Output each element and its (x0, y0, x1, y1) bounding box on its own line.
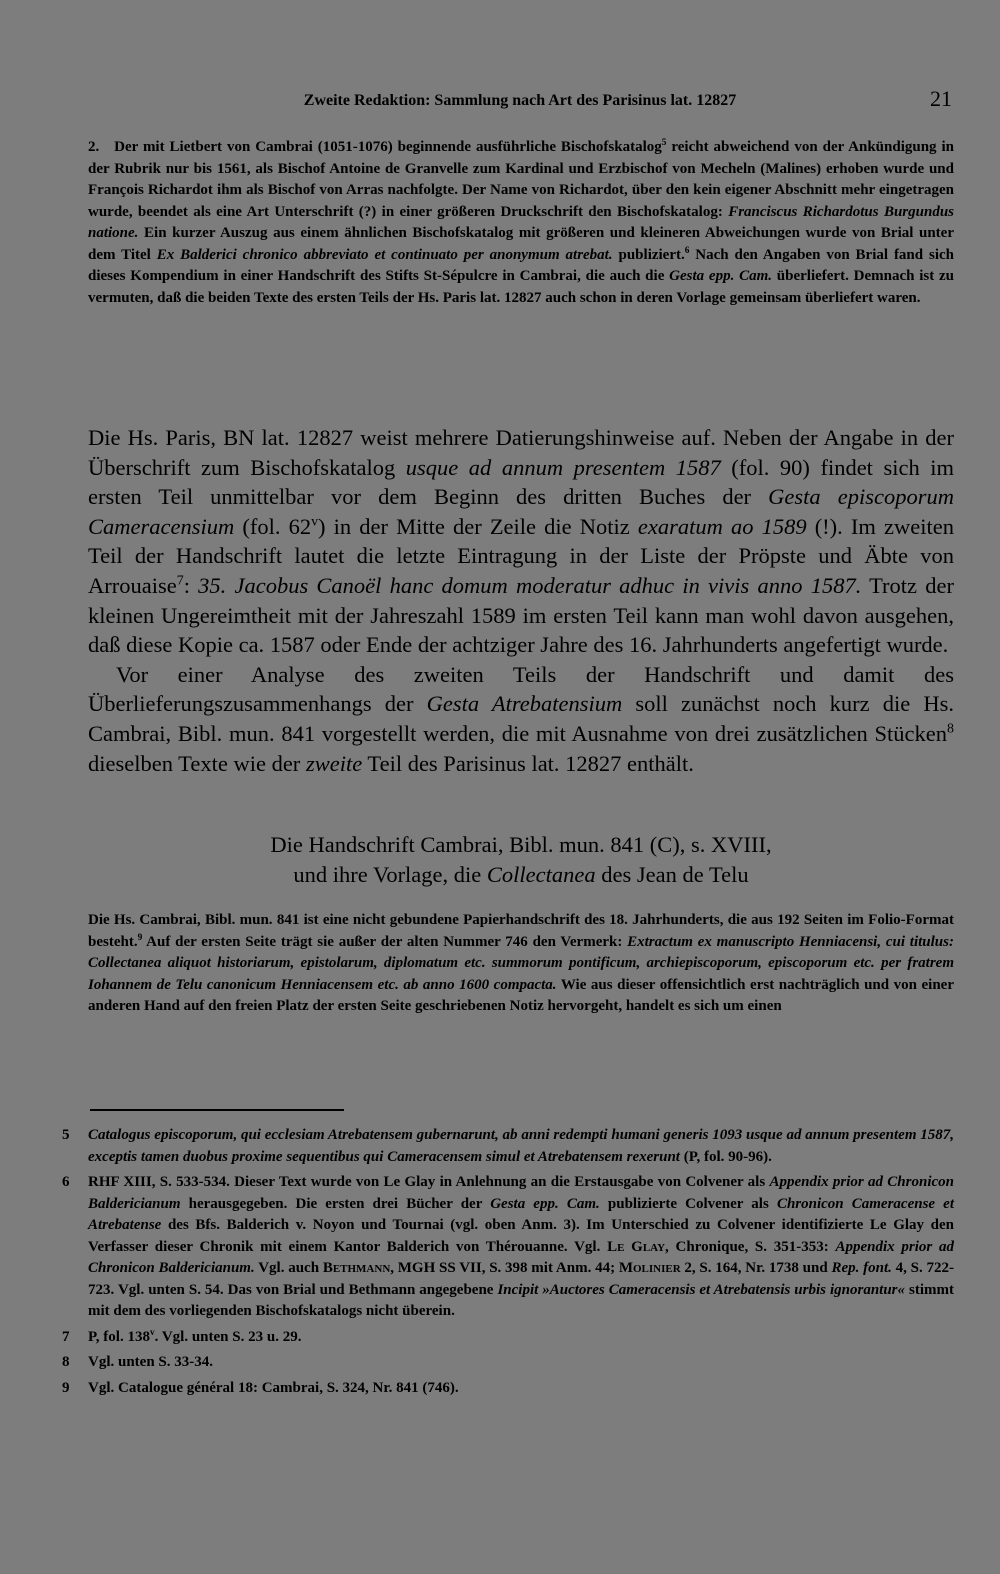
text-run: überliefert. Demnach ist zu vermuten, daß die beiden Texte des ersten Teils der Hs. Paris lat. 12827 auch schon in deren Vorlage gemeinsam überliefert waren. (88, 268, 954, 306)
text-run: Die Hs. Paris, BN lat. 12827 weist mehrere Datierungshinweise auf. Neben der Angabe in der Überschrift zum Bischofskatalog (88, 425, 954, 480)
text-run: (fol. 62 (234, 513, 312, 539)
running-title: Zweite Redaktion: Sammlung nach Art des Parisinus lat. 12827 (303, 92, 737, 109)
footnote-6 (62, 1172, 954, 1323)
page-number: 21 (930, 86, 952, 111)
text-run: herausgegeben. Die ersten drei Bücher der (180, 1195, 491, 1212)
text-run: 2, S. 164, Nr. 1738 und (680, 1260, 832, 1276)
italic-run: zweite (305, 750, 363, 776)
italic-run: Chronicon Cameracense et Atrebatense (88, 1195, 955, 1233)
text-run: ) in der Mitte der Zeile die Notiz (318, 513, 638, 539)
text-run: , MGH SS VII, S. 398 mit Anm. 44; (390, 1260, 619, 1276)
text-run: soll zunächst noch kurz die Hs. Cambrai, Bibl. mun. 841 vorgestellt werden, die mit Ausnahme von drei zusätzlichen Stücken (88, 691, 955, 746)
italic-run: Appendix prior ad Chronicon Baldericianum. (88, 1238, 954, 1276)
paragraph-analysis (88, 660, 954, 778)
text-run: Teil des Parisinus lat. 12827 enthält. (362, 750, 694, 776)
footnote-ref[interactable]: 9 (137, 932, 143, 943)
text-run: publiziert. (612, 246, 685, 263)
text-run: Auf der ersten Seite trägt sie außer der alten Nummer 746 den Vermerk: (142, 933, 628, 950)
footnotes (62, 1125, 954, 1403)
footnote-ref[interactable]: 5 (661, 138, 667, 148)
text-run: (P, fol. 90-96). (679, 1148, 772, 1165)
section-3-paragraph (88, 910, 954, 1018)
footnote-text (88, 1172, 954, 1323)
footnote-text (88, 1125, 954, 1168)
text-run: Trotz der kleinen Ungereimtheit mit der Jahreszahl 1589 im ersten Teil kann man wohl davon ausgehen, daß diese Kopie ca. 1587 oder Ende der achtziger Jahre des 16. Jahrhunderts angefertigt wurde. (88, 572, 954, 658)
italic-run: Catalogus episcoporum, qui ecclesiam Atrebatensem gubernarunt, ab anni redempti humani generis 1093 usque ad annum presentem 1587, exceptis tamen duobus proxime sequentibus qui Cameracensem simul et Atrebatensem rexerunt (88, 1127, 954, 1165)
text-run: reicht abweichend von der Ankündigung in der Rubrik nur bis 1561, als Bischof Antoine de Granvelle zum Kardinal und Erzbischof von Mecheln (Malines) erhoben wurde und François Richardot ihm als Bischof von Arras nachfolgte. Der Name von Richardot, über den kein eigener Abschnitt mehr eingetragen wurde, beendet als eine Art Unterschrift (?) in einer größeren Druckschrift den Bischofskatalog: (88, 139, 955, 220)
footnote-number: 6 (62, 1174, 70, 1190)
footnote-5 (62, 1125, 954, 1168)
text-run: 4, S. 722-723. Vgl. unten S. 54. Das von Brial und Bethmann angegebene (88, 1260, 954, 1298)
text-run: (fol. 90) findet sich im ersten Teil unmittelbar vor dem Beginn des dritten Buches der (88, 454, 954, 510)
italic-run: Franciscus Richardotus Burgundus natione. (88, 203, 954, 241)
author-name: Le Glay (607, 1238, 666, 1255)
author-name: Bethmann (322, 1260, 391, 1276)
italic-run: Incipit »Auctores Cameracensis et Atrebatensis urbis ignorantur« (497, 1281, 906, 1298)
heading-line (88, 860, 954, 890)
text-run: Vgl. auch (254, 1260, 323, 1276)
footnote-text (88, 1327, 954, 1349)
text-run: publizierte Colvener als (599, 1195, 777, 1212)
text-run: RHF XIII, S. 533-534. Dieser Text wurde von Le Glay in Anlehnung an die Erstausgabe von Colvener als (88, 1174, 770, 1190)
text-run: Ein kurzer Auszug aus einem ähnlichen Bischofskatalog mit größeren und kleineren Abweichungen wurde von Brial unter dem Titel (88, 225, 954, 263)
italic-run: Collectanea (486, 862, 596, 887)
page-header (88, 86, 952, 116)
italic-run: Ex Balderici chronico abbreviato et continuato per anonymum atrebat. (156, 246, 613, 263)
text-run: des Bfs. Balderich v. Noyon und Tournai (vgl. oben Anm. 3). Im Unterschied zu Colvener identifizierte Le Glay den Verfasser dieser Chronik mit einem Kantor Balderich von Thérouanne. Vgl. (88, 1217, 954, 1255)
footnote-text: Vgl. unten S. 33-34. (88, 1354, 214, 1370)
text-run: : (183, 572, 199, 598)
italic-run: 35. Jacobus Canoël hanc domum moderatur adhuc in vivis anno 1587. (198, 572, 862, 598)
text-run: dieselben Texte wie der (88, 750, 306, 776)
text-run: . Vgl. unten S. 23 u. 29. (154, 1328, 302, 1345)
footnote-number: 9 (62, 1379, 70, 1396)
footnote-ref[interactable]: 6 (684, 245, 690, 256)
text-run: P, fol. 138 (88, 1328, 150, 1345)
text-run: Wie aus dieser offensichtlich erst nachträglich und von einer anderen Hand auf den freien Platz der ersten Seite geschriebenen Notiz hervorgeht, handelt es sich um einen (88, 976, 954, 1014)
footnote-number: 5 (62, 1127, 70, 1143)
text-run: des Jean de Telu (595, 862, 749, 887)
text-run: Nach den Angaben von Brial fand sich dieses Kompendium in einer Handschrift des Stifts St-Sépulcre in Cambrai, die auch die (88, 246, 955, 284)
italic-run: Gesta epp. Cam. (669, 268, 773, 284)
main-body (88, 423, 954, 778)
footnote-number: 8 (62, 1354, 70, 1370)
superscript: v (149, 1327, 155, 1338)
footnote-divider (90, 1109, 344, 1111)
footnote-7 (62, 1327, 954, 1349)
footnote-9 (62, 1378, 954, 1400)
footnote-number: 7 (62, 1328, 70, 1345)
italic-run: Extractum ex manuscripto Henniacensi, cui titulus: Collectanea aliquot historiarum, epistolarum, diplomatum etc. summorum pontificum, archiepiscoporum, episcoporum etc. per fratrem Iohannem de Telu canonicum Henniacensem etc. ab anno 1600 compacta. (88, 933, 954, 993)
footnote-ref[interactable]: 8 (947, 721, 954, 737)
text-run: Vor einer Analyse des zweiten Teils der Handschrift und damit des Überlieferungszusammenhangs der (88, 661, 954, 717)
text-run: Die Hs. Cambrai, Bibl. mun. 841 ist eine nicht gebundene Papierhandschrift des 18. Jahrhunderts, die aus 192 Seiten im Folio-Format besteht. (88, 912, 954, 950)
heading-line: Die Handschrift Cambrai, Bibl. mun. 841 (C), s. XVIII, (270, 832, 772, 857)
text-run: und ihre Vorlage, die (293, 862, 487, 887)
italic-run: Gesta episcoporum Cameracensium (88, 484, 954, 539)
section-heading (88, 830, 954, 890)
footnote-ref[interactable]: 7 (176, 573, 184, 589)
superscript: v (311, 514, 319, 530)
author-name: Molinier (618, 1260, 681, 1276)
section-number: 2. (88, 139, 100, 155)
footnote-text: Vgl. Catalogue général 18: Cambrai, S. 324, Nr. 841 (746). (88, 1379, 459, 1396)
section-2-paragraph (88, 137, 954, 309)
text-run: , Chronique, S. 351-353: (665, 1238, 836, 1255)
italic-run: Gesta Atrebatensium (426, 691, 623, 717)
italic-run: Appendix prior ad Chronicon Baldericianum (88, 1174, 954, 1212)
footnote-8 (62, 1352, 954, 1374)
text-run: Der mit Lietbert von Cambrai (1051-1076) beginnende ausführliche Bischofskatalog (114, 139, 662, 155)
italic-run: Rep. font. (831, 1260, 892, 1276)
text-run: (!). Im zweiten Teil der Handschrift lautet die letzte Eintragung in der Liste der Pröpste und Äbte von Arrouaise (88, 513, 954, 598)
italic-run: Gesta epp. Cam. (490, 1195, 600, 1212)
paragraph-dating (88, 423, 954, 660)
italic-run: usque ad annum presentem 1587 (405, 454, 721, 480)
italic-run: exaratum ao 1589 (637, 513, 807, 539)
text-run: stimmt mit dem des vorliegenden Bischofskatalogs nicht überein. (88, 1281, 954, 1319)
